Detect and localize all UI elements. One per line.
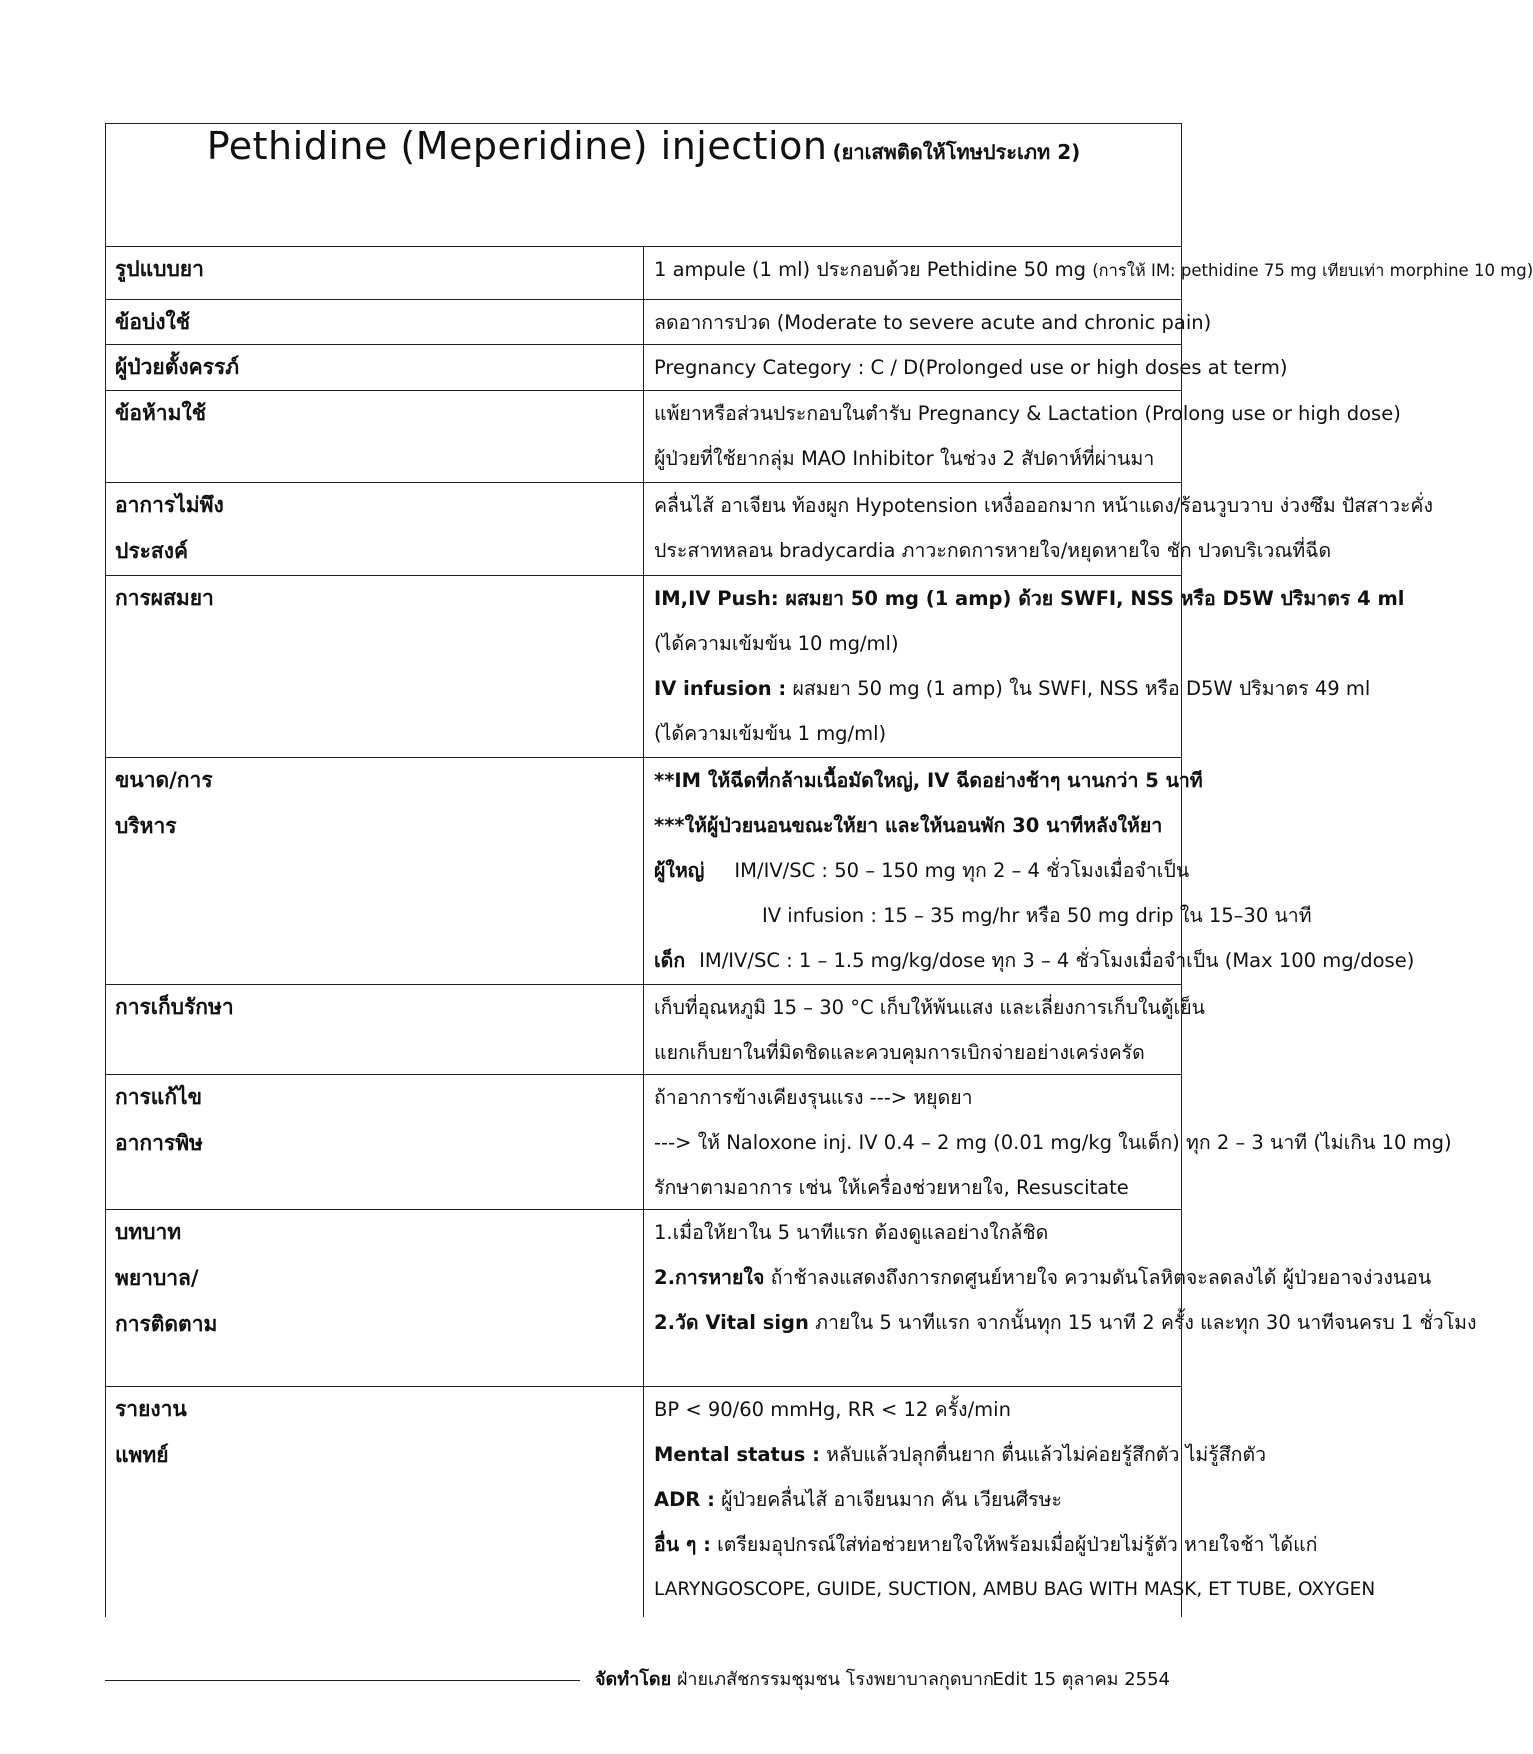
title-row	[106, 124, 1182, 247]
footer	[105, 1658, 1182, 1698]
adverse-line-1: คลื่นไส้ อาเจียน ท้องผูก Hypotension เหงื่อออกมาก หน้าแดง/ร้อนวูบวาบ ง่วงซึม ปัสสาวะคั่ง	[654, 494, 1434, 517]
label-dosage-form: รูปแบบยา	[106, 247, 644, 300]
adverse-line-2: ประสาทหลอน bradycardia ภาวะกดการหายใจ/หยุดหายใจ ชัก ปวดบริเวณที่ฉีด	[654, 539, 1332, 562]
value-mixing	[644, 576, 1405, 758]
label-report: รายงาน แพทย์	[106, 1387, 644, 1618]
label-contraindication: ข้อห้ามใช้	[106, 391, 644, 483]
dosage-form-note: (การให้ IM: pethidine 75 mg เทียบเท่า morphine 10 mg)	[1092, 261, 1533, 280]
label-pregnancy: ผู้ป่วยตั้งครรภ์	[106, 345, 644, 391]
report-line-1: BP < 90/60 mmHg, RR < 12 ครั้ง/min	[654, 1398, 1011, 1421]
row-contraindication	[106, 391, 1182, 483]
value-nursing	[644, 1210, 1477, 1387]
drug-monograph-sheet	[105, 123, 1533, 1617]
report-line-5: LARYNGOSCOPE, GUIDE, SUCTION, AMBU BAG WITH MASK, ET TUBE, OXYGEN	[654, 1579, 1376, 1600]
toxicity-line-2: ---> ให้ Naloxone inj. IV 0.4 – 2 mg (0.01 mg/kg ในเด็ก) ทุก 2 – 3 นาที (ไม่เกิน 10 mg)	[654, 1131, 1452, 1154]
administration-adult-1: ผู้ใหญ่ IM/IV/SC : 50 – 150 mg ทุก 2 – 4 ชั่วโมงเมื่อจำเป็น	[654, 859, 1190, 882]
administration-line-2: ***ให้ผู้ป่วยนอนขณะให้ยา และให้นอนพัก 30 นาทีหลังให้ยา	[654, 814, 1163, 837]
dosage-form-text: 1 ampule (1 ml) ประกอบด้วย Pethidine 50 mg	[654, 258, 1087, 281]
value-pregnancy: Pregnancy Category : C / D(Prolonged use or high doses at term)	[644, 345, 1182, 391]
value-adverse-effects	[644, 483, 1434, 576]
label-storage: การเก็บรักษา	[106, 985, 644, 1075]
row-dosage-form	[106, 247, 1182, 300]
value-contraindication	[644, 391, 1401, 483]
value-administration	[644, 758, 1415, 985]
drug-schedule-note: (ยาเสพติดให้โทษประเภท 2)	[832, 140, 1081, 164]
toxicity-line-1: ถ้าอาการข้างเคียงรุนแรง ---> หยุดยา	[654, 1086, 973, 1109]
footer-edit-date: Edit 15 ตุลาคม 2554	[992, 1669, 1170, 1690]
drug-title: Pethidine (Meperidine) injection	[206, 124, 828, 168]
report-line-2: Mental status : หลับแล้วปลุกตื่นยาก ตื่นแล้วไม่ค่อยรู้สึกตัว ไม่รู้สึกตัว	[654, 1443, 1267, 1466]
row-nursing	[106, 1210, 1182, 1387]
row-storage	[106, 985, 1182, 1075]
storage-line-2: แยกเก็บยาในที่มิดชิดและควบคุมการเบิกจ่ายอย่างเคร่งครัด	[654, 1041, 1145, 1064]
administration-child: เด็ก IM/IV/SC : 1 – 1.5 mg/kg/dose ทุก 3 – 4 ชั่วโมงเมื่อจำเป็น (Max 100 mg/dose)	[654, 949, 1415, 972]
administration-line-1: **IM ให้ฉีดที่กล้ามเนื้อมัดใหญ่, IV ฉีดอย่างช้าๆ นานกว่า 5 นาที	[654, 769, 1203, 792]
row-administration	[106, 758, 1182, 985]
administration-adult-2: IV infusion : 15 – 35 mg/hr หรือ 50 mg drip ใน 15–30 นาที	[762, 904, 1312, 927]
row-report	[106, 1387, 1182, 1618]
value-indication: ลดอาการปวด (Moderate to severe acute and chronic pain)	[644, 300, 1182, 345]
mixing-line-2: (ได้ความเข้มข้น 10 mg/ml)	[654, 632, 899, 655]
report-line-4: อื่น ๆ : เตรียมอุปกรณ์ใส่ท่อช่วยหายใจให้พร้อมเมื่อผู้ป่วยไม่รู้ตัว หายใจช้า ได้แก่	[654, 1533, 1318, 1556]
footer-prepared-by: จัดทำโดย ฝ่ายเภสัชกรรมชุมชน โรงพยาบาลกุดบาก	[595, 1669, 994, 1690]
label-administration: ขนาด/การ บริหาร	[106, 758, 644, 985]
label-mixing: การผสมยา	[106, 576, 644, 758]
contraindication-line-1: แพ้ยาหรือส่วนประกอบในตำรับ Pregnancy & Lactation (Prolong use or high dose)	[654, 402, 1401, 425]
value-report	[644, 1387, 1376, 1618]
nursing-line-1: 1.เมื่อให้ยาใน 5 นาทีแรก ต้องดูแลอย่างใกล้ชิด	[654, 1221, 1049, 1244]
mixing-line-4: (ได้ความเข้มข้น 1 mg/ml)	[654, 722, 887, 745]
title-cell	[106, 124, 1182, 247]
value-storage	[644, 985, 1205, 1075]
toxicity-line-3: รักษาตามอาการ เช่น ให้เครื่องช่วยหายใจ, Resuscitate	[654, 1176, 1129, 1199]
row-mixing	[106, 576, 1182, 758]
label-indication: ข้อบ่งใช้	[106, 300, 644, 345]
mixing-line-1: IM,IV Push: ผสมยา 50 mg (1 amp) ด้วย SWFI, NSS หรือ D5W ปริมาตร 4 ml	[654, 587, 1405, 610]
report-line-3: ADR : ผู้ป่วยคลื่นไส้ อาเจียนมาก คัน เวียนศีรษะ	[654, 1488, 1062, 1511]
mixing-line-3: IV infusion : ผสมยา 50 mg (1 amp) ใน SWFI, NSS หรือ D5W ปริมาตร 49 ml	[654, 677, 1371, 700]
value-toxicity	[644, 1075, 1452, 1210]
row-toxicity	[106, 1075, 1182, 1210]
nursing-line-3: 2.วัด Vital sign ภายใน 5 นาทีแรก จากนั้นทุก 15 นาที 2 ครั้ง และทุก 30 นาทีจนครบ 1 ชั่วโมง	[654, 1311, 1477, 1334]
footer-rule-middle	[255, 1680, 580, 1681]
row-indication	[106, 300, 1182, 345]
contraindication-line-2: ผู้ป่วยที่ใช้ยากลุ่ม MAO Inhibitor ในช่วง 2 สัปดาห์ที่ผ่านมา	[654, 447, 1155, 470]
drug-info-table	[105, 123, 1533, 1617]
value-dosage-form	[644, 247, 1533, 300]
row-adverse-effects	[106, 483, 1182, 576]
footer-rule-left	[105, 1680, 255, 1681]
nursing-line-2: 2.การหายใจ ถ้าช้าลงแสดงถึงการกดศูนย์หายใจ ความดันโลหิตจะลดลงได้ ผู้ป่วยอาจง่วงนอน	[654, 1266, 1432, 1289]
storage-line-1: เก็บที่อุณหภูมิ 15 – 30 °C เก็บให้พ้นแสง และเลี่ยงการเก็บในตู้เย็น	[654, 996, 1205, 1019]
row-pregnancy	[106, 345, 1182, 391]
label-nursing: บทบาท พยาบาล/ การติดตาม	[106, 1210, 644, 1387]
label-adverse-effects: อาการไม่พึง ประสงค์	[106, 483, 644, 576]
label-toxicity: การแก้ไข อาการพิษ	[106, 1075, 644, 1210]
